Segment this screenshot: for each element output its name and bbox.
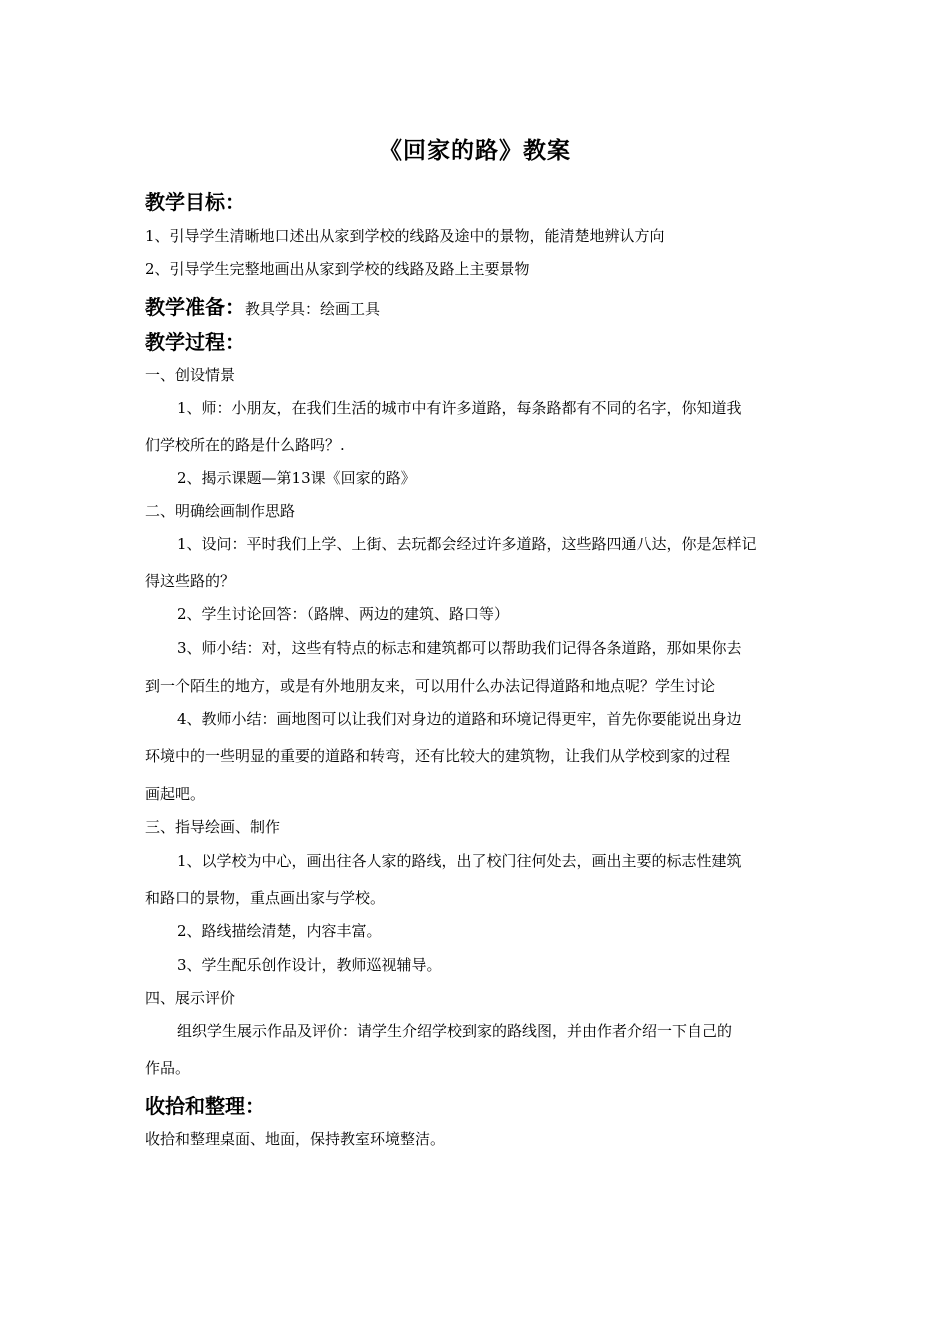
section-1-title: 一、创设情景 — [145, 366, 236, 384]
section-2-paragraph-3: 3、师小结：对，这些有特点的标志和建筑都可以帮助我们记得各条道路，那如果你去 — [177, 639, 742, 657]
cleanup-heading: 收拾和整理： — [145, 1094, 265, 1118]
objective-1: 1、引导学生清晰地口述出从家到学校的线路及途中的景物，能清楚地辨认方向 — [145, 227, 665, 245]
objective-2: 2、引导学生完整地画出从家到学校的线路及路上主要景物 — [145, 260, 530, 278]
section-3-paragraph-3: 3、学生配乐创作设计，教师巡视辅导。 — [177, 956, 442, 974]
section-3-paragraph-1: 1、以学校为中心，画出往各人家的路线，出了校门往何处去，画出主要的标志性建筑 — [177, 852, 742, 870]
objectives-heading: 教学目标： — [145, 190, 245, 214]
cleanup-text: 收拾和整理桌面、地面，保持教室环境整洁。 — [145, 1130, 446, 1148]
section-2-paragraph-2: 2、学生讨论回答：（路牌、两边的建筑、路口等） — [177, 605, 510, 623]
section-3-paragraph-2: 2、路线描绘清楚，内容丰富。 — [177, 922, 382, 940]
section-3-paragraph-1-cont: 和路口的景物，重点画出家与学校。 — [145, 889, 386, 907]
section-2-paragraph-3-cont: 到一个陌生的地方，或是有外地朋友来，可以用什么办法记得道路和地点呢？学生讨论 — [145, 677, 716, 695]
section-3-title: 三、指导绘画、制作 — [145, 818, 281, 836]
section-2-paragraph-4-cont: 环境中的一些明显的重要的道路和转弯，还有比较大的建筑物，让我们从学校到家的过程 — [145, 747, 731, 765]
section-4-paragraph-1-cont: 作品。 — [145, 1059, 191, 1077]
prep-heading-label: 教学准备： — [145, 295, 245, 319]
section-1-paragraph-1: 1、师：小朋友，在我们生活的城市中有许多道路，每条路都有不同的名字，你知道我 — [177, 399, 742, 417]
section-4-paragraph-1: 组织学生展示作品及评价：请学生介绍学校到家的路线图，并由作者介绍一下自己的 — [177, 1022, 733, 1040]
section-2-paragraph-1: 1、设问：平时我们上学、上街、去玩都会经过许多道路，这些路四通八达，你是怎样记 — [177, 535, 757, 553]
section-2-paragraph-1-cont: 得这些路的？ — [145, 572, 236, 590]
section-4-title: 四、展示评价 — [145, 989, 236, 1007]
document-title: 《回家的路》教案 — [379, 137, 571, 164]
prep-text: 教具学具：绘画工具 — [245, 300, 381, 318]
section-2-paragraph-4-end: 画起吧。 — [145, 785, 206, 803]
prep-heading — [145, 291, 380, 320]
section-2-title: 二、明确绘画制作思路 — [145, 502, 296, 520]
section-1-paragraph-2: 2、揭示课题—第13课《回家的路》 — [177, 469, 416, 487]
section-1-paragraph-1-cont: 们学校所在的路是什么路吗？. — [145, 436, 345, 454]
process-heading: 教学过程： — [145, 330, 245, 354]
section-2-paragraph-4: 4、教师小结：画地图可以让我们对身边的道路和环境记得更牢，首先你要能说出身边 — [177, 710, 742, 728]
